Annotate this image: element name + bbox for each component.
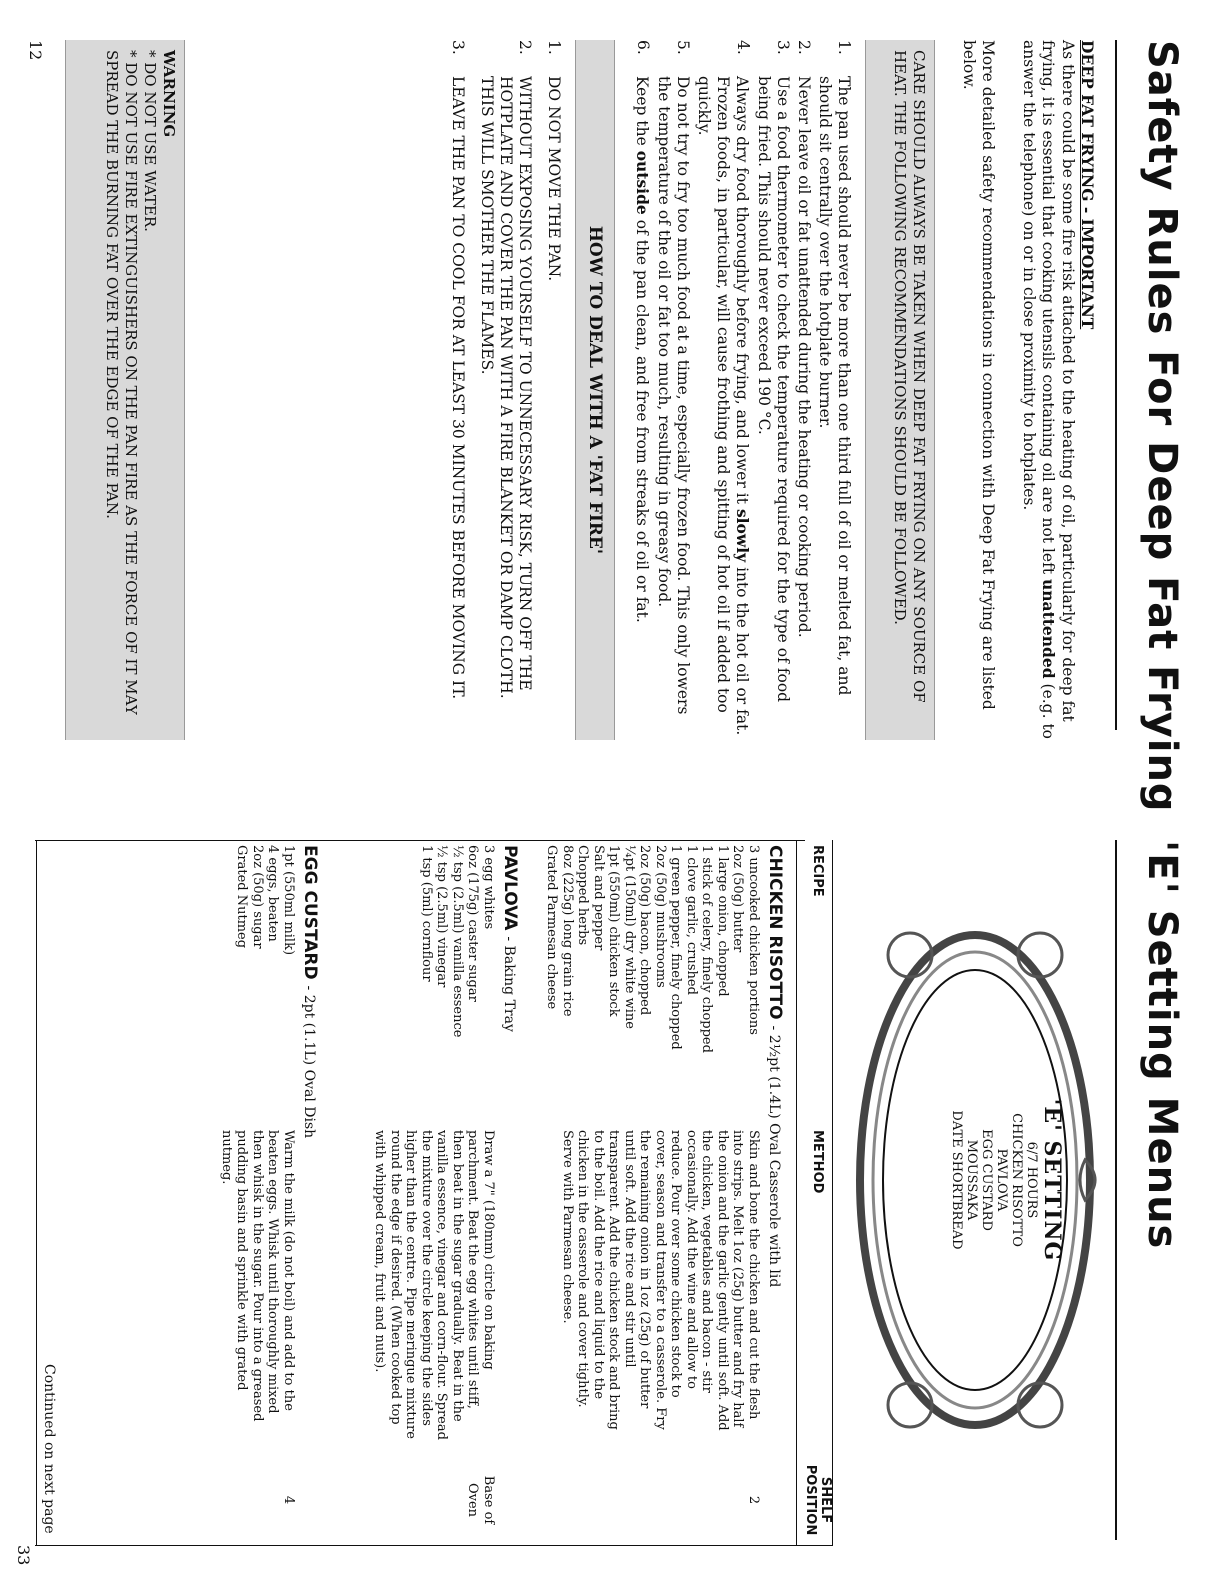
continued-note: Continued on next page bbox=[41, 1360, 57, 1538]
ingredient: Grated Parmesan cheese bbox=[544, 845, 560, 1010]
rule-text: Never leave oil or fat unattended during the heating or cooking period. bbox=[795, 76, 813, 638]
plaque-line: PAVLOVA bbox=[994, 1148, 1009, 1212]
header-shelf: SHELF POSITION bbox=[803, 1464, 833, 1536]
rule-item bbox=[694, 40, 752, 740]
warning-line: * DO NOT USE WATER. bbox=[141, 50, 159, 232]
table-bottom-rule bbox=[36, 840, 37, 1545]
warning-title: WARNING bbox=[160, 50, 178, 138]
fire-step-text: LEAVE THE PAN TO COOL FOR AT LEAST 30 MINUTES BEFORE MOVING IT. bbox=[449, 76, 467, 700]
rule-text: The pan used should never be more than one third full of oil or melted fat, and should sit centrally over the hotplate burner. bbox=[816, 76, 853, 696]
fire-step-number: 1. bbox=[545, 40, 563, 55]
ingredient: 1 large onion, chopped bbox=[715, 845, 730, 997]
ingredient: Salt and pepper bbox=[591, 845, 606, 951]
section-heading: DEEP FAT FRYING - IMPORTANT bbox=[1078, 40, 1097, 330]
rule-item bbox=[654, 40, 692, 740]
fire-steps bbox=[438, 40, 563, 740]
rule-number: 6. bbox=[634, 40, 652, 55]
ingredient: 8oz (225g) long grain rice bbox=[560, 845, 575, 1017]
ingredient: 4 eggs, beaten bbox=[265, 845, 281, 942]
ingredient: 2oz (50g) sugar bbox=[250, 845, 265, 949]
ingredient: ½ tsp (2.5ml) vanilla essence bbox=[450, 845, 465, 1038]
ingredient: 2oz (50g) bacon, chopped bbox=[637, 845, 653, 1016]
rule-text: into the hot oil or fat. Frozen foods, in particular, will cause frothing and spitting of hot oil if added too quickly. bbox=[695, 76, 751, 736]
right-page bbox=[0, 800, 1225, 1585]
recipe-name: PAVLOVA bbox=[500, 845, 520, 931]
intro-bold: unattended bbox=[1039, 579, 1058, 679]
recipe-title bbox=[765, 845, 785, 1287]
ingredient: ¼pt (150ml) dry white wine bbox=[622, 845, 637, 1029]
plaque-line: EGG CUSTARD bbox=[979, 1129, 994, 1231]
warning-box bbox=[65, 40, 185, 740]
care-box: CARE SHOULD ALWAYS BE TAKEN WHEN DEEP FAT FRYING ON ANY SOURCE OF HEAT. THE FOLLOWING RECOMMENDATIONS SHOULD BE FOLLOWED. bbox=[865, 40, 935, 740]
rule-text: Always dry food thoroughly before frying, and lower it bbox=[733, 76, 751, 504]
plaque-line: CHICKEN RISOTTO bbox=[1009, 1113, 1024, 1247]
ingredient: 1pt (550ml milk) bbox=[281, 845, 296, 956]
rule-number: 4. bbox=[734, 40, 752, 55]
rule-bold: outside bbox=[633, 150, 652, 215]
rules-ol bbox=[632, 40, 853, 740]
rule-item bbox=[632, 40, 652, 740]
recipe-title bbox=[300, 845, 320, 1138]
rule-number: 3. bbox=[774, 40, 792, 55]
rule-text: Do not try to fry too much food at a time, especially frozen food. This only lowers the temperature of the oil or fat too much, resulting in greasy food. bbox=[655, 76, 692, 715]
table-rule bbox=[832, 840, 833, 1545]
ingredient: Grated Nutmeg bbox=[234, 845, 250, 949]
recipe-vessel: - 2½pt (1.4L) Oval Casserole with lid bbox=[766, 1025, 782, 1288]
fire-step-number: 2. bbox=[516, 40, 534, 55]
rule-number: 1. bbox=[835, 40, 853, 55]
rules-list bbox=[630, 40, 853, 740]
shelf-position: Base of Oven bbox=[465, 1475, 496, 1525]
rule-text: Use a food thermometer to check the temperature required for the type of food being fried. This should never exceed 190 °C. bbox=[755, 76, 792, 703]
plaque-line: DATE SHORTBREAD bbox=[949, 1110, 964, 1250]
fire-step-text: DO NOT MOVE THE PAN. bbox=[545, 76, 563, 282]
ingredient: 3 egg whites bbox=[481, 845, 496, 930]
plaque-lines bbox=[949, 1030, 1039, 1330]
ingredient-list bbox=[544, 845, 761, 1125]
header-method: METHOD bbox=[810, 1130, 825, 1194]
recipe-method: Draw a 7" (180mm) circle on baking parchment. Beat the egg whites until stiff, then beat in the sugar gradually. Beat in the vanilla essence, vinegar and corn-flour. Spread the mixture over the circle keeping the sides higher than the centre. Pipe meringue mixture round the edge if desired. (When cooked top with whipped cream, fruit and nuts). bbox=[372, 1130, 496, 1440]
fire-ol bbox=[448, 40, 563, 740]
fire-heading: HOW TO DEAL WITH A 'FAT FIRE' bbox=[575, 40, 615, 740]
fire-step bbox=[544, 40, 563, 740]
page-number: 12 bbox=[26, 40, 45, 61]
fire-step bbox=[448, 40, 467, 740]
ingredient: 1 tsp (5ml) cornflour bbox=[419, 845, 434, 982]
fire-step-number: 3. bbox=[449, 40, 467, 55]
ingredient: Chopped herbs bbox=[575, 845, 591, 946]
rule-text: of the pan clean, and free from streaks of oil or fat. bbox=[633, 219, 651, 623]
header-recipe: RECIPE bbox=[810, 845, 825, 897]
recipe-method: Warm the milk (do not boil) and add to the beaten eggs. Whisk until thoroughly mixed then whisk in the sugar. Pour into a greased pudding basin and sprinkle with grated nutmeg. bbox=[219, 1130, 296, 1422]
more-paragraph: More detailed safety recommendations in connection with Deep Fat Frying are listed below. bbox=[960, 40, 997, 710]
title-rule bbox=[1115, 840, 1117, 1540]
ingredient: ½ tsp (2.5ml) vinegar bbox=[434, 845, 450, 988]
ingredient: 3 uncooked chicken portions bbox=[746, 845, 761, 1035]
ingredient: 6oz (175g) caster sugar bbox=[465, 845, 481, 1002]
recipe-name: CHICKEN RISOTTO bbox=[765, 845, 785, 1020]
title-rule bbox=[1115, 40, 1117, 730]
rule-number: 2. bbox=[795, 40, 813, 55]
recipe-title bbox=[500, 845, 520, 1032]
ingredient: 1 clove garlic, crushed bbox=[684, 845, 699, 995]
table-rule bbox=[796, 840, 797, 1545]
rule-text: Keep the bbox=[633, 76, 651, 146]
plaque-title: 'E' SETTING bbox=[1039, 1098, 1065, 1262]
plaque-text bbox=[949, 1030, 1065, 1330]
ingredient-list bbox=[234, 845, 296, 1125]
shelf-position: 4 bbox=[281, 1495, 296, 1505]
rule-item bbox=[754, 40, 792, 740]
page-title: 'E' Setting Menus bbox=[1139, 840, 1185, 1250]
plaque-line: 6/7 HOURS bbox=[1024, 1141, 1039, 1219]
recipe-vessel: - Baking Tray bbox=[501, 936, 517, 1032]
page-number: 33 bbox=[14, 1545, 33, 1566]
ingredient: 1 stick of celery, finely chopped bbox=[699, 845, 715, 1053]
shelf-position: 2 bbox=[746, 1495, 761, 1505]
fire-step-text: WITHOUT EXPOSING YOURSELF TO UNNECESSARY RISK, TURN OFF THE HOTPLATE AND COVER THE PAN WITH A FIRE BLANKET OR DAMP CLOTH. THIS WILL SMOTHER THE FLAMES. bbox=[478, 76, 534, 699]
rule-number: 5. bbox=[674, 40, 692, 55]
intro-paragraph bbox=[1019, 40, 1077, 740]
page-title: Safety Rules For Deep Fat Frying bbox=[1139, 40, 1185, 813]
ingredient-list bbox=[419, 845, 497, 1125]
rule-item bbox=[794, 40, 813, 740]
intro-text-2: (e.g. to answer the telephone) on or in close proximity to hotplates. bbox=[1020, 40, 1057, 739]
ingredient: 1pt (550ml) chicken stock bbox=[606, 845, 622, 1017]
recipe-name: EGG CUSTARD bbox=[300, 845, 320, 980]
intro-text-1: As there could be some fire risk attached to the heating of oil, particularly for deep fat frying, it is essential that cooking utensils containing oil are not left bbox=[1039, 40, 1077, 722]
table-left-border bbox=[35, 840, 805, 841]
ingredient: 1 green pepper, finely chopped bbox=[668, 845, 684, 1050]
rule-bold: slowly bbox=[733, 508, 752, 563]
recipe-method: Skin and bone the chicken and cut the flesh into strips. Melt 1oz (25g) butter and fry half the onion and the garlic gently until soft. Add the chicken, vegetables and bacon - stir occasionally. Add the wine and allow to reduce. Pour over some chicken stock to cover, season and transfer to a casserole. Fry the remaining onion in 1oz (25g) of butter until soft. Add the rice and stir until transparent. Add the chicken stock and bring to the boil. Add the rice and liquid to the chicken in the casserole and cover tightly. Serve with Parmesan cheese. bbox=[560, 1130, 761, 1431]
recipe-vessel: - 2pt (1.1L) Oval Dish bbox=[301, 985, 317, 1139]
ingredient: 2oz (50g) butter bbox=[730, 845, 746, 953]
ingredient: 2oz (50g) mushrooms bbox=[653, 845, 668, 988]
warning-line: * DO NOT USE FIRE EXTINGUISHERS ON THE PAN FIRE AS THE FORCE OF IT MAY SPREAD THE BURNING FAT OVER THE EDGE OF THE PAN. bbox=[103, 50, 140, 715]
table-right-border bbox=[35, 1545, 833, 1546]
plaque-line: MOUSSAKA bbox=[964, 1139, 979, 1221]
fire-step bbox=[477, 40, 534, 740]
rule-item bbox=[815, 40, 853, 740]
